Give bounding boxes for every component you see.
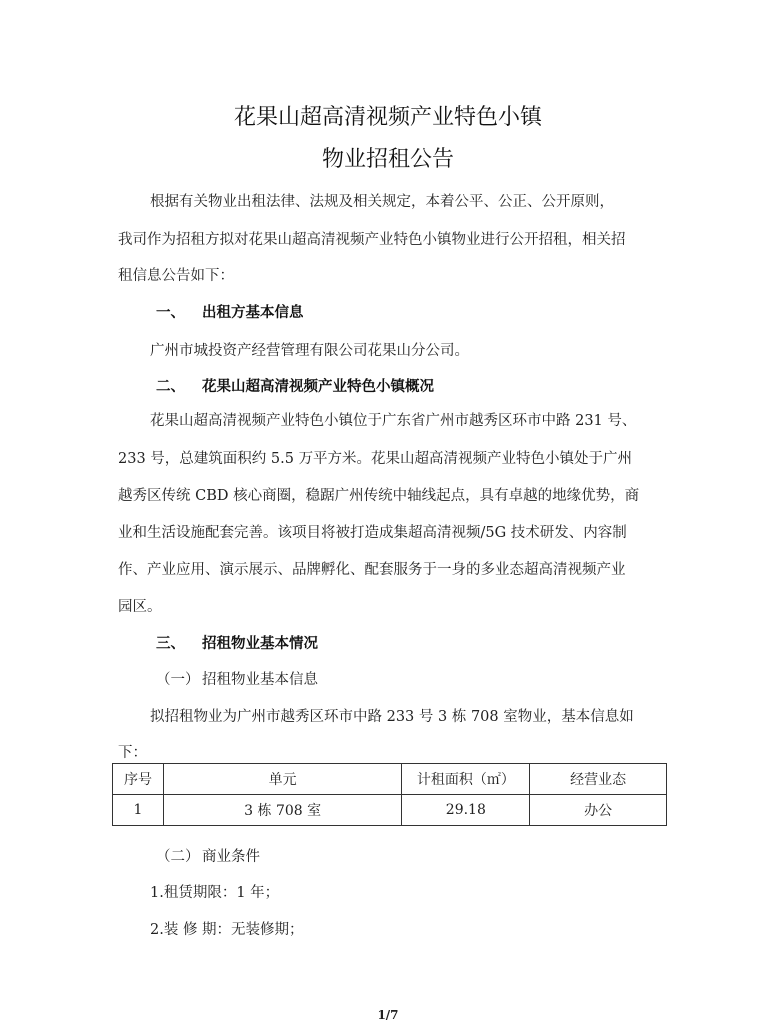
section3-sub1-heading xyxy=(156,668,318,689)
intro-line-3: 租信息公告如下： xyxy=(118,268,234,284)
section3-number: 三、 xyxy=(156,636,185,652)
section2-title: 花果山超高清视频产业特色小镇概况 xyxy=(202,379,434,395)
table-header-cell: 经营业态 xyxy=(530,764,667,795)
section3-title: 招租物业基本情况 xyxy=(202,636,318,652)
section3-sub2-title: 商业条件 xyxy=(202,849,260,865)
section2-heading xyxy=(156,375,434,396)
section3-sub2-heading xyxy=(156,845,260,866)
section1-title: 出租方基本信息 xyxy=(202,305,304,321)
table-cell: 3 栋 708 室 xyxy=(163,795,402,826)
rental-property-table xyxy=(112,763,667,826)
table-header-cell: 单元 xyxy=(163,764,402,795)
table-cell: 29.18 xyxy=(402,795,530,826)
document-title-line1: 花果山超高清视频产业特色小镇 xyxy=(233,105,542,130)
section3-sub1-body-line-1: 拟招租物业为广州市越秀区环市中路 233 号 3 栋 708 室物业，基本信息如 xyxy=(150,709,634,725)
section2-body-line-2: 233 号，总建筑面积约 5.5 万平方米。花果山超高清视频产业特色小镇处于广州 xyxy=(118,451,633,467)
document-title-line2: 物业招租公告 xyxy=(321,147,454,172)
intro-line-1: 根据有关物业出租法律、法规及相关规定，本着公平、公正、公开原则， xyxy=(150,194,614,210)
section2-body-line-5: 作、产业应用、演示展示、品牌孵化、配套服务于一身的多业态超高清视频产业 xyxy=(118,562,626,578)
table-cell: 办公 xyxy=(530,795,667,826)
table-header-row xyxy=(113,764,667,795)
section3-sub2-item-1: 1.租赁期限：1 年； xyxy=(150,885,280,901)
section1-heading xyxy=(156,301,304,322)
section2-body-line-3: 越秀区传统 CBD 核心商圈，稳踞广州传统中轴线起点，具有卓越的地缘优势，商 xyxy=(118,488,640,504)
table-header-cell: 序号 xyxy=(113,764,164,795)
table-row xyxy=(113,795,667,826)
section1-body: 广州市城投资产经营管理有限公司花果山分公司。 xyxy=(150,343,469,359)
section3-sub1-body-line-2: 下： xyxy=(118,745,147,761)
section1-number: 一、 xyxy=(156,305,185,321)
section3-sub1-title: 招租物业基本信息 xyxy=(202,672,318,688)
page-number: 1/7 xyxy=(377,1008,399,1022)
table-cell: 1 xyxy=(113,795,164,826)
intro-line-2: 我司作为招租方拟对花果山超高清视频产业特色小镇物业进行公开招租，相关招 xyxy=(118,232,626,248)
section2-number: 二、 xyxy=(156,379,185,395)
table-header-cell: 计租面积（㎡） xyxy=(402,764,530,795)
section3-heading xyxy=(156,632,318,653)
section2-body-line-1: 花果山超高清视频产业特色小镇位于广东省广州市越秀区环市中路 231 号、 xyxy=(150,413,637,429)
section2-body-line-4: 业和生活设施配套完善。该项目将被打造成集超高清视频/5G 技术研发、内容制 xyxy=(118,525,627,541)
section3-sub1-number: （一） xyxy=(156,672,200,688)
section3-sub2-item-2: 2.装 修 期：无装修期； xyxy=(150,922,304,938)
section2-body-line-6: 园区。 xyxy=(118,599,162,615)
section3-sub2-number: （二） xyxy=(156,849,200,865)
